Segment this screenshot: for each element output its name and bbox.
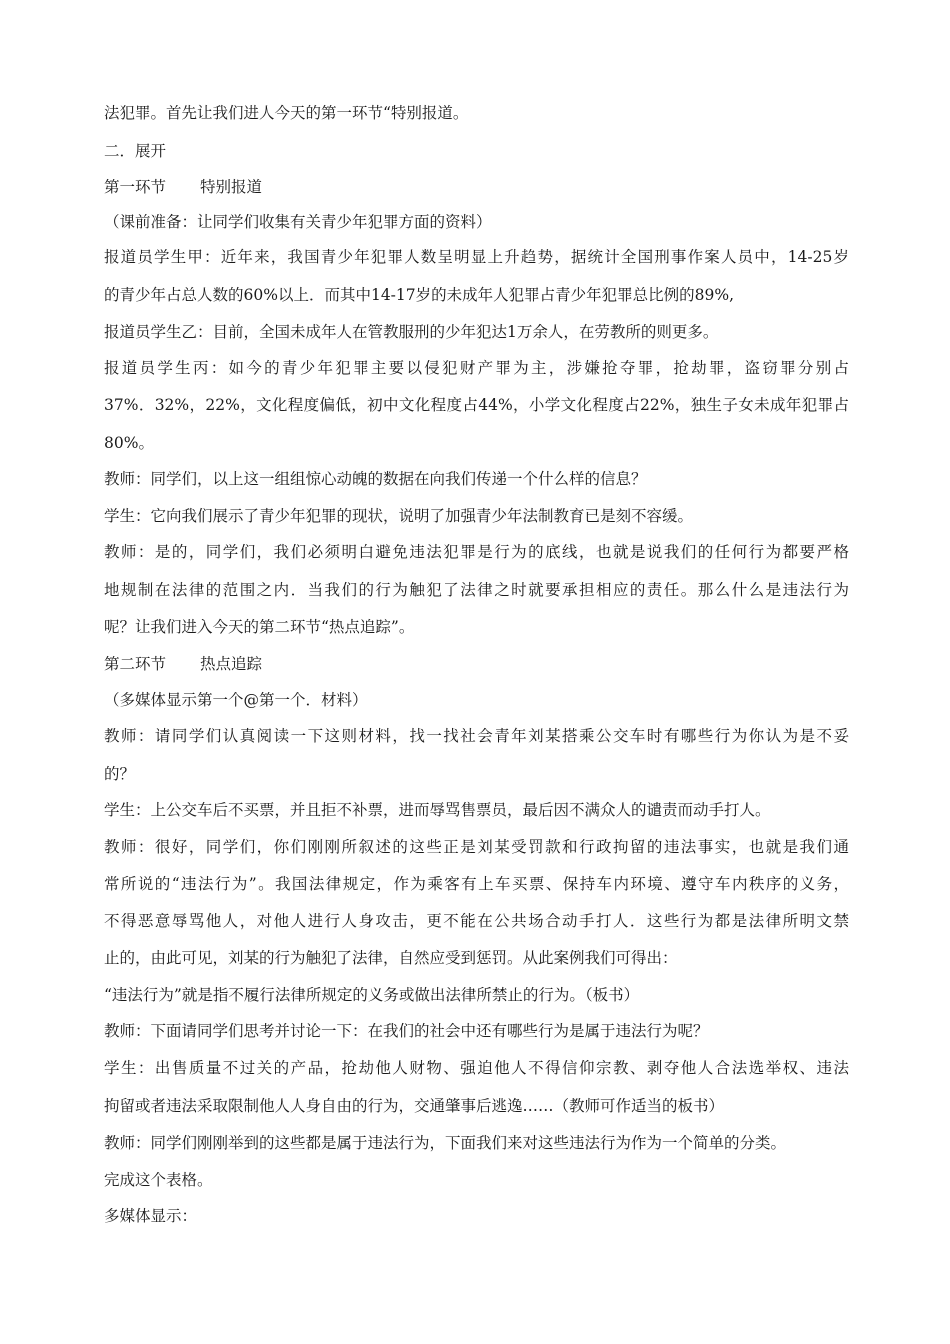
subsection-heading	[104, 654, 262, 674]
text-line: 学生：它向我们展示了青少年犯罪的现状，说明了加强青少年法制教育已是刻不容缓。	[104, 507, 694, 525]
text-line: 学生：上公交车后不买票，并且拒不补票，进而辱骂售票员，最后因不满众人的谴责而动手打人。	[104, 801, 771, 819]
text-line: （课前准备：让同学们收集有关青少年犯罪方面的资料）	[104, 213, 492, 231]
subsection-number: 第一环节	[104, 178, 167, 196]
text-line: 学生：出售质量不过关的产品，抢劫他人财物、强迫他人不得信仰宗教、剥夺他人合法选举权、违法	[104, 1059, 849, 1077]
text-line: 80%。	[104, 434, 154, 452]
text-line: 教师：同学们刚刚举到的这些都是属于违法行为，下面我们来对这些违法行为作为一个简单的分类。	[104, 1134, 787, 1152]
text-line: 多媒体显示：	[104, 1207, 198, 1225]
text-line: 报道员学生乙：目前，全国未成年人在管教服刑的少年犯达1万余人，在劳教所的则更多。	[104, 323, 719, 341]
definition-line: “违法行为”就是指不履行法律所规定的义务或做出法律所禁止的行为。（板书）	[104, 986, 640, 1004]
text-line: 报道员学生丙：如今的青少年犯罪主要以侵犯财产罪为主，涉嫌抢夺罪，抢劫罪，盗窃罪分别占	[104, 359, 849, 377]
text-line: （多媒体显示第一个@第一个．材料）	[104, 691, 368, 709]
text-line: 法犯罪。首先让我们进人今天的第一环节“特别报道。	[104, 104, 469, 122]
text-line: 常所说的“违法行为”。我国法律规定，作为乘客有上车买票、保持车内环境、遵守车内秩序的义务，	[104, 875, 849, 893]
text-line: 不得恶意辱骂他人，对他人进行人身攻击，更不能在公共场合动手打人．这些行为都是法律所明文禁	[104, 912, 849, 930]
text-line: 教师：下面请同学们思考并讨论一下：在我们的社会中还有哪些行为是属于违法行为呢？	[104, 1022, 709, 1040]
subsection-number: 第二环节	[104, 655, 167, 673]
text-line: 的？	[104, 765, 136, 783]
text-line: 地规制在法律的范围之内．当我们的行为触犯了法律之时就要承担相应的责任。那么什么是违法行为	[104, 581, 849, 599]
text-line: 止的，由此可见，刘某的行为触犯了法律，自然应受到惩罚。从此案例我们可得出：	[104, 949, 678, 967]
text-line: 教师：请同学们认真阅读一下这则材料，找一找社会青年刘某搭乘公交车时有哪些行为你认为是不妥	[104, 727, 849, 745]
text-line: 教师：很好，同学们，你们刚刚所叙述的这些正是刘某受罚款和行政拘留的违法事实，也就是我们通	[104, 838, 849, 856]
subsection-title: 特别报道	[200, 178, 263, 196]
text-line: 教师：是的，同学们，我们必须明白避免违法犯罪是行为的底线，也就是说我们的任何行为都要严格	[104, 543, 849, 561]
subsection-heading	[104, 177, 262, 197]
text-line: 呢？让我们进入今天的第二环节“热点追踪”。	[104, 618, 415, 636]
section-heading: 二．展开	[104, 142, 167, 160]
text-line: 完成这个表格。	[104, 1171, 213, 1189]
text-line: 的青少年占总人数的60%以上．而其中14-17岁的未成年人犯罪占青少年犯罪总比例的89%,	[104, 286, 735, 304]
text-line: 拘留或者违法采取限制他人人身自由的行为，交通肇事后逃逸……（教师可作适当的板书）	[104, 1097, 725, 1115]
text-line: 报道员学生甲：近年来，我国青少年犯罪人数呈明显上升趋势，据统计全国刑事作案人员中，14-25岁	[104, 248, 849, 266]
text-line: 教师：同学们，以上这一组组惊心动魄的数据在向我们传递一个什么样的信息？	[104, 470, 647, 488]
subsection-title: 热点追踪	[200, 655, 263, 673]
text-line: 37%．32%，22%，文化程度偏低，初中文化程度占44%，小学文化程度占22%，独生子女未成年犯罪占	[104, 396, 849, 414]
